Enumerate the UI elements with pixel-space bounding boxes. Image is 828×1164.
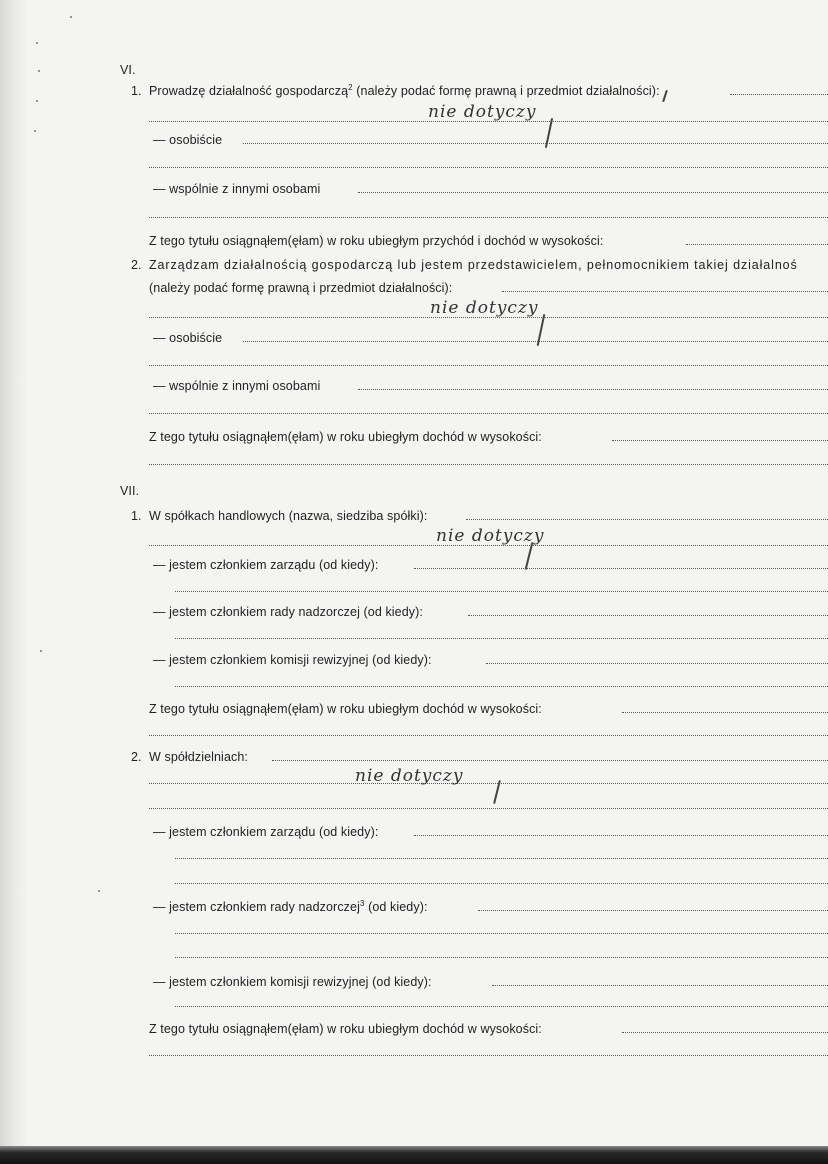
vi-item2-personally: — osobiście [153,331,223,345]
vii-item1-audit: — jestem członkiem komisji rewizyjnej (od kiedy): [153,653,432,667]
vi-item2-jointly: — wspólnie z innymi osobami [153,379,321,393]
handwritten-stroke [662,90,667,102]
scan-speck [70,16,72,18]
handwritten-answer-2: nie dotyczy [430,298,539,318]
vii-item2-board: — jestem członkiem zarządu (od kiedy): [153,825,379,839]
scan-speck [98,890,100,892]
fill-line[interactable] [149,735,828,736]
fill-line[interactable] [358,192,828,193]
vi-item1-number: 1. [131,84,142,98]
fill-line[interactable] [243,341,828,342]
fill-line[interactable] [243,143,828,144]
fill-line[interactable] [414,835,828,836]
vi-item2-line2: (należy podać formę prawną i przedmiot działalności): [149,281,453,295]
fill-line[interactable] [149,808,828,809]
vi-item2-number: 2. [131,258,142,272]
fill-line[interactable] [358,389,828,390]
vii-item2-income: Z tego tytułu osiągnąłem(ęłam) w roku ubiegłym dochód w wysokości: [149,1022,542,1036]
vii-item2-audit: — jestem członkiem komisji rewizyjnej (od kiedy): [153,975,432,989]
vi-item1-jointly: — wspólnie z innymi osobami [153,182,321,196]
vii-item2-number: 2. [131,750,142,764]
scan-speck [36,100,38,102]
fill-line[interactable] [478,910,828,911]
vi-item2-line1: Zarządzam działalnością gospodarczą lub jestem przedstawicielem, pełnomocnikiem takiej działalnoś [149,258,798,272]
fill-line[interactable] [175,686,828,687]
fill-line[interactable] [622,712,828,713]
fill-line[interactable] [149,365,828,366]
fill-line[interactable] [175,883,828,884]
vi-item1-income: Z tego tytułu osiągnąłem(ęłam) w roku ubiegłym przychód i dochód w wysokości: [149,234,604,248]
fill-line[interactable] [502,291,828,292]
fill-line[interactable] [149,217,828,218]
fill-line[interactable] [492,985,828,986]
fill-line[interactable] [730,94,828,95]
footnote-2: 2 [348,82,353,92]
fill-line[interactable] [486,663,828,664]
handwritten-answer-1: nie dotyczy [428,102,537,122]
vi-item2-income: Z tego tytułu osiągnąłem(ęłam) w roku ubiegłym dochód w wysokości: [149,430,542,444]
vii-item1-board: — jestem członkiem zarządu (od kiedy): [153,558,379,572]
scan-speck [40,650,42,652]
fill-line[interactable] [175,1006,828,1007]
handwritten-answer-4: nie dotyczy [355,766,464,786]
vii-item1-supervisory: — jestem członkiem rady nadzorczej (od kiedy): [153,605,423,619]
fill-line[interactable] [149,413,828,414]
fill-line[interactable] [149,783,828,784]
fill-line[interactable] [175,591,828,592]
vii-item1-text: W spółkach handlowych (nazwa, siedziba spółki): [149,509,428,523]
vi-item1-personally: — osobiście [153,133,223,147]
handwritten-stroke [525,542,534,570]
fill-line[interactable] [612,440,828,441]
vii-item2-supervisory-label: — jestem członkiem rady nadzorczej [153,900,360,914]
scan-left-edge [0,0,28,1164]
footnote-3: 3 [359,898,365,908]
vii-item2-supervisory [153,900,428,914]
fill-line[interactable] [414,568,828,569]
fill-line[interactable] [175,858,828,859]
vi-item1-text [149,84,660,98]
fill-line[interactable] [149,167,828,168]
scan-bottom-edge [0,1146,828,1164]
vii-item2-supervisory-after: (od kiedy): [364,900,428,914]
fill-line[interactable] [175,957,828,958]
fill-line[interactable] [149,1055,828,1056]
fill-line[interactable] [686,244,828,245]
scan-speck [38,70,40,72]
scan-speck [34,130,36,132]
fill-line[interactable] [175,933,828,934]
vi-item1-label: Prowadzę działalność gospodarczą [149,84,349,98]
vii-item2-text: W spółdzielniach: [149,750,248,764]
fill-line[interactable] [149,464,828,465]
fill-line[interactable] [468,615,828,616]
fill-line[interactable] [622,1032,828,1033]
vii-item1-number: 1. [131,509,142,523]
vi-item1-label-after: (należy podać formę prawną i przedmiot działalności): [352,84,660,98]
handwritten-answer-3: nie dotyczy [436,526,545,546]
section-vii-heading: VII. [120,484,140,498]
vii-item1-income: Z tego tytułu osiągnąłem(ęłam) w roku ubiegłym dochód w wysokości: [149,702,542,716]
fill-line[interactable] [272,760,828,761]
fill-line[interactable] [466,519,828,520]
section-vi-heading: VI. [120,63,136,77]
scan-speck [36,42,38,44]
fill-line[interactable] [175,638,828,639]
